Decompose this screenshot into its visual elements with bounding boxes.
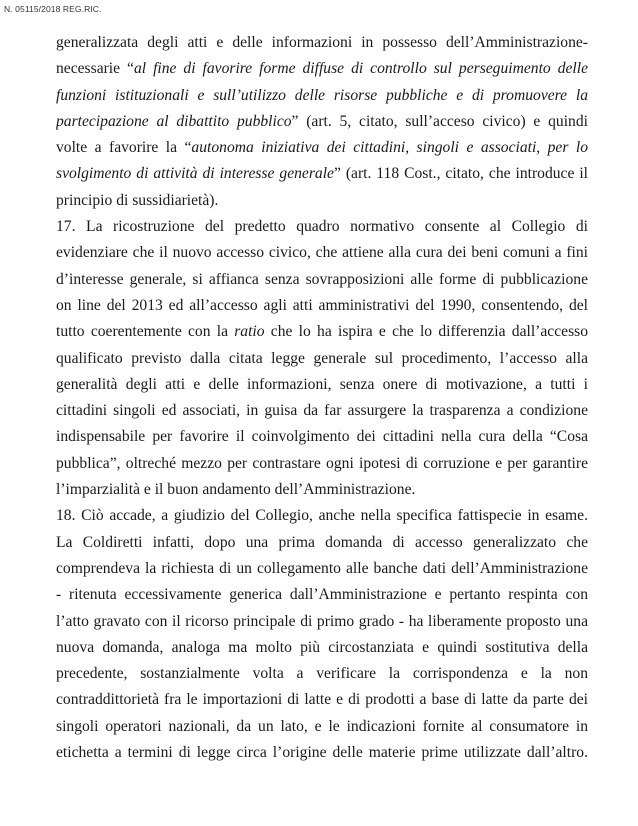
text-line [56,451,588,477]
text-segment: volte a favorire la “ [56,139,192,157]
text-line [56,83,588,109]
italic-text-segment: funzioni istituzionali e sull’utilizzo delle risorse pubbliche e di promuovere la [56,86,588,104]
text-segment: d’interesse generale, si affianca senza sovrapposizioni alle forme di pubblicazione [56,270,588,288]
text-segment: evidenziare che il nuovo accesso civico, che attiene alla cura dei beni comuni a fini [56,244,588,262]
text-line [56,135,588,161]
italic-text-segment: svolgimento di attività di interesse generale [56,165,334,183]
text-segment: tutto coerentemente con la [56,323,235,341]
text-segment: 17. La ricostruzione del predetto quadro normativo consente al Collegio di [56,218,588,236]
text-segment: singoli operatori nazionali, da un lato, e le indicazioni fornite al consumatore in [56,717,588,735]
text-line [56,740,588,766]
text-segment: l’atto gravato con il ricorso principale di primo grado - ha liberamente proposto una [56,612,588,630]
text-line [56,293,588,319]
text-line [56,477,588,503]
italic-text-segment: partecipazione al dibattito pubblico [56,112,292,130]
text-segment: La Coldiretti infatti, dopo una prima domanda di accesso generalizzato che [56,533,588,551]
text-line [56,635,588,661]
text-segment: generalizzata degli atti e delle informazioni in possesso dell’Amministrazione- [56,34,588,51]
case-reference-number: N. 05115/2018 REG.RIC. [4,4,102,14]
text-segment: l’imparzialità e il buon andamento dell’Amministrazione. [56,481,416,499]
document-body [56,30,588,766]
text-line [56,530,588,556]
italic-text-segment: autonoma iniziativa dei cittadini, singoli e associati, per lo [191,139,588,157]
text-line [56,267,588,293]
text-line [56,109,588,135]
text-segment: 18. Ciò accade, a giudizio del Collegio, anche nella specifica fattispecie in esame. [56,507,588,525]
text-segment: - ritenuta eccessivamente generica dall’Amministrazione e pertanto respinta con [56,586,588,604]
italic-text-segment: ratio [234,323,265,341]
text-line [56,661,588,687]
italic-text-segment: al fine di favorire forme diffuse di controllo sul perseguimento delle [133,60,588,78]
text-segment: pubblica”, oltreché mezzo per contrastare ogni ipotesi di corruzione e per garantire [56,454,588,472]
text-line [56,503,588,529]
text-segment: contraddittorietà fra le importazioni di latte e di prodotti a base di latte da parte dei [56,691,588,709]
text-line [56,240,588,266]
text-line [56,582,588,608]
text-line [56,161,588,187]
text-segment: che lo ha ispira e che lo differenzia dall’accesso [264,323,588,341]
text-line [56,319,588,345]
text-segment: indispensabile per favorire il coinvolgimento dei cittadini nella cura della “Cosa [56,428,588,446]
text-segment: cittadini singoli ed associati, in guisa da far assurgere la trasparenza a condizione [56,402,588,420]
text-line [56,214,588,240]
text-segment: generalità degli atti e delle informazioni, senza onere di motivazione, a tutti i [56,375,588,393]
text-line [56,687,588,713]
text-line [56,556,588,582]
text-line [56,609,588,635]
text-segment: qualificato previsto dalla citata legge generale sul procedimento, l’accesso alla [56,349,588,367]
text-segment: ” (art. 118 Cost., citato, che introduce il [333,165,588,183]
text-segment: nuova domanda, analoga ma molto più circostanziata e quindi sostitutiva della [56,638,588,656]
text-line [56,30,588,56]
text-segment: principio di sussidiarietà). [56,191,219,209]
text-line [56,372,588,398]
text-line [56,56,588,82]
text-segment: necessarie “ [56,60,134,78]
text-segment: etichetta a termini di legge circa l’origine delle materie prime utilizzate dall’altro. [56,744,588,762]
text-segment: on line del 2013 ed all’accesso agli atti amministrativi del 1990, consentendo, del [56,296,588,314]
text-segment: ” (art. 5, citato, sull’acceso civico) e quindi [291,112,588,130]
text-line [56,188,588,214]
text-segment: precedente, sostanzialmente volta a verificare la corrispondenza e la non [56,665,588,683]
text-line [56,346,588,372]
text-line [56,424,588,450]
text-line [56,714,588,740]
text-segment: comprendeva la richiesta di un collegamento alle banche dati dell’Amministrazione [56,559,588,577]
text-line [56,398,588,424]
